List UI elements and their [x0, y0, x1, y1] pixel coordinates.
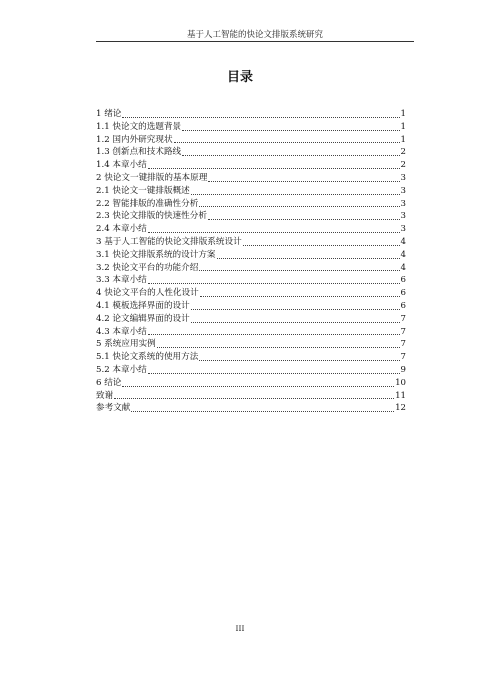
toc-entry[interactable] — [96, 121, 406, 134]
page-number: III — [235, 624, 245, 633]
toc-entry-page: 7 — [400, 339, 406, 350]
toc-dot-leader — [157, 347, 400, 348]
toc-entry-page: 3 — [400, 198, 406, 209]
toc-entry-page: 4 — [400, 236, 406, 247]
toc-dot-leader — [199, 206, 399, 207]
toc-entry[interactable] — [96, 159, 406, 172]
toc-entry[interactable] — [96, 402, 406, 415]
toc-dot-leader — [131, 411, 394, 412]
toc-entry[interactable] — [96, 108, 406, 121]
toc-entry-page: 3 — [400, 185, 406, 196]
toc-entry-label: 6 结论 — [96, 377, 122, 388]
toc-dot-leader — [191, 322, 400, 323]
toc-entry-page: 7 — [400, 313, 406, 324]
toc-entry-page: 6 — [400, 300, 406, 311]
toc-entry-label: 3.2 快论文平台的功能介绍 — [96, 262, 199, 273]
toc-dot-leader — [191, 194, 400, 195]
toc-entry-page: 2 — [400, 147, 406, 158]
toc-dot-leader — [182, 155, 399, 156]
toc-entry[interactable] — [96, 262, 406, 275]
toc-entry-label: 2.2 智能排版的准确性分析 — [96, 198, 199, 209]
header-rule — [96, 41, 414, 42]
toc-entry-label: 3.3 本章小结 — [96, 275, 147, 286]
toc-dot-leader — [200, 296, 400, 297]
toc-entry[interactable] — [96, 338, 406, 351]
toc-entry-page: 3 — [400, 211, 406, 222]
toc-entry-label: 3.1 快论文排版系统的设计方案 — [96, 249, 216, 260]
toc-dot-leader — [174, 142, 400, 143]
toc-entry[interactable] — [96, 198, 406, 211]
toc-entry-label: 4.3 本章小结 — [96, 326, 147, 337]
toc-entry[interactable] — [96, 134, 406, 147]
toc-entry[interactable] — [96, 313, 406, 326]
toc-entry-label: 1.2 国内外研究现状 — [96, 134, 173, 145]
table-of-contents — [96, 108, 406, 415]
toc-dot-leader — [148, 168, 400, 169]
toc-entry[interactable] — [96, 249, 406, 262]
toc-entry[interactable] — [96, 300, 406, 313]
toc-dot-leader — [122, 117, 399, 118]
toc-entry[interactable] — [96, 326, 406, 339]
running-header: 基于人工智能的快论文排版系统研究 — [186, 30, 323, 40]
toc-entry-page: 2 — [400, 160, 406, 171]
toc-entry-label: 1.4 本章小结 — [96, 160, 147, 171]
toc-entry-page: 1 — [400, 121, 406, 132]
toc-entry-label: 1 绪论 — [96, 109, 122, 119]
toc-entry-page: 7 — [400, 352, 406, 363]
toc-dot-leader — [148, 232, 400, 233]
toc-dot-leader — [199, 270, 399, 271]
toc-dot-leader — [217, 258, 400, 259]
toc-entry[interactable] — [96, 236, 406, 249]
toc-entry-page: 6 — [400, 275, 406, 286]
toc-entry-page: 9 — [400, 364, 406, 375]
toc-dot-leader — [182, 130, 399, 131]
toc-entry-label: 1.1 快论文的选题背景 — [96, 121, 182, 132]
toc-dot-leader — [208, 181, 399, 182]
toc-dot-leader — [148, 283, 400, 284]
toc-entry-label: 2.1 快论文一键排版概述 — [96, 185, 190, 196]
toc-entry[interactable] — [96, 287, 406, 300]
toc-entry-label: 2 快论文一键排版的基本原理 — [96, 172, 208, 183]
toc-entry-label: 2.4 本章小结 — [96, 224, 147, 235]
toc-entry[interactable] — [96, 377, 406, 390]
toc-entry-label: 3 基于人工智能的快论文排版系统设计 — [96, 236, 242, 247]
toc-entry-page: 10 — [395, 377, 406, 388]
toc-entry[interactable] — [96, 146, 406, 159]
toc-dot-leader — [122, 386, 394, 387]
toc-entry-label: 4.1 模板选择界面的设计 — [96, 300, 190, 311]
toc-dot-leader — [114, 398, 394, 399]
toc-entry-label: 5 系统应用实例 — [96, 339, 156, 350]
toc-entry-label: 5.2 本章小结 — [96, 364, 147, 375]
toc-title: 目录 — [226, 70, 253, 85]
toc-entry-page: 4 — [400, 249, 406, 260]
toc-entry[interactable] — [96, 364, 406, 377]
toc-dot-leader — [148, 334, 400, 335]
toc-dot-leader — [199, 360, 399, 361]
toc-dot-leader — [148, 373, 400, 374]
toc-entry-label: 4.2 论文编辑界面的设计 — [96, 313, 190, 324]
toc-entry-page: 3 — [400, 224, 406, 235]
toc-entry-page: 3 — [400, 172, 406, 183]
toc-entry-label: 2.3 快论文排版的快速性分析 — [96, 211, 207, 222]
toc-entry-page: 1 — [400, 134, 406, 145]
toc-entry-page: 4 — [400, 262, 406, 273]
toc-entry[interactable] — [96, 172, 406, 185]
toc-entry-page: 7 — [400, 326, 406, 337]
toc-dot-leader — [191, 309, 400, 310]
toc-entry-page: 6 — [400, 288, 406, 299]
toc-entry-label: 4 快论文平台的人性化设计 — [96, 288, 199, 299]
toc-entry[interactable] — [96, 351, 406, 364]
toc-entry[interactable] — [96, 390, 406, 403]
toc-entry-page: 12 — [395, 403, 406, 414]
toc-entry-label: 致谢 — [96, 390, 114, 401]
toc-entry[interactable] — [96, 210, 406, 223]
toc-entry-page: 1 — [400, 109, 406, 119]
toc-entry-label: 5.1 快论文系统的使用方法 — [96, 352, 199, 363]
toc-entry-label: 参考文献 — [96, 403, 131, 414]
toc-dot-leader — [243, 245, 400, 246]
toc-entry[interactable] — [96, 185, 406, 198]
toc-dot-leader — [208, 219, 400, 220]
toc-entry-page: 11 — [395, 390, 406, 401]
toc-entry-label: 1.3 创新点和技术路线 — [96, 147, 182, 158]
toc-entry[interactable] — [96, 274, 406, 287]
toc-entry[interactable] — [96, 223, 406, 236]
